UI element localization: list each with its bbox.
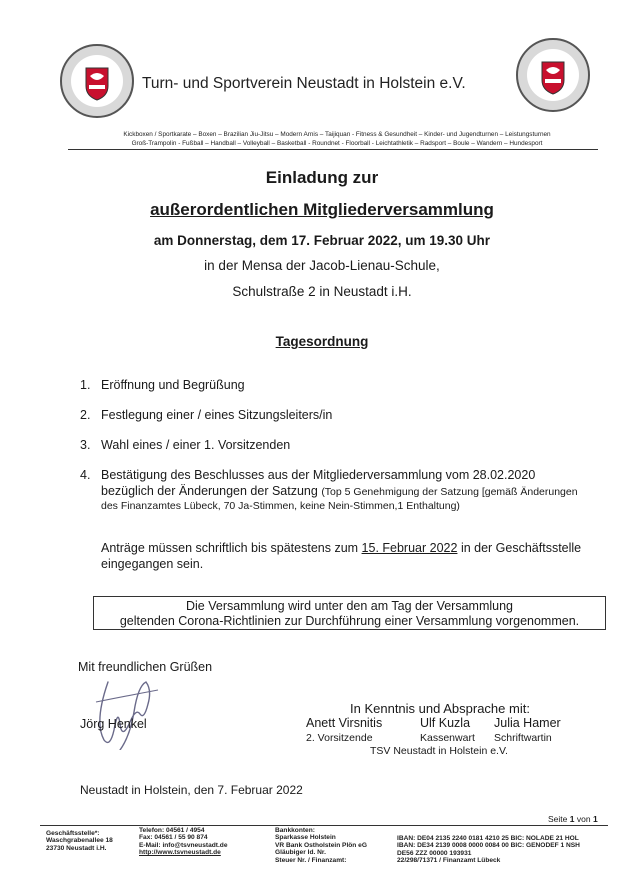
motions-text-after: in der Geschäftsstelle xyxy=(460,541,582,555)
corona-notice-line-2: geltenden Corona-Richtlinien zur Durchführung einer Versammlung vorgenommen. xyxy=(119,614,580,628)
date-line: am Donnerstag, dem 17. Februar 2022, um 19.30 Uhr xyxy=(153,233,491,248)
agenda-item: Bestätigung des Beschlusses aus der Mitgliederversammlung vom 28.02.2020 xyxy=(101,468,536,482)
footer-text: 22/298/71371 / Finanzamt Lübeck xyxy=(397,857,501,865)
footer-text: Bankkonten: xyxy=(275,827,315,834)
page-current: 1 xyxy=(569,814,575,824)
agenda-number: 4. xyxy=(80,468,91,482)
motions-deadline: 15. Februar 2022 xyxy=(361,541,458,555)
agenda-number: 1. xyxy=(80,378,91,392)
footer-text: Geschäftsstelle*: xyxy=(46,830,100,837)
footer-text: DE56 ZZZ 00000 193931 xyxy=(397,849,472,857)
motions-line-1 xyxy=(101,541,581,555)
agenda-item-detail-2: des Finanzamtes Lübeck, 70 Ja-Stimmen, keine Nein-Stimmen,1 Enthaltung) xyxy=(101,500,460,512)
footer-text: Waschgrabenallee 18 xyxy=(46,837,113,845)
footer-text: Steuer Nr. / Finanzamt: xyxy=(275,856,347,864)
motions-line-2: eingegangen sein. xyxy=(101,557,204,571)
consent-line: In Kenntnis und Absprache mit: xyxy=(350,701,530,716)
footer-text: 23730 Neustadt i.H. xyxy=(46,844,107,852)
footer-text: IBAN: DE34 2139 0008 0000 0084 00 BIC: GENODEF 1 NSH xyxy=(397,842,580,850)
person-name: Ulf Kuzla xyxy=(420,716,471,730)
place-line-2: Schulstraße 2 in Neustadt i.H. xyxy=(232,284,412,299)
agenda-heading: Tagesordnung xyxy=(275,334,369,349)
agenda-number: 3. xyxy=(80,438,91,452)
agenda-item-continued xyxy=(101,484,578,498)
header-divider xyxy=(68,149,598,150)
footer-text: Gläubiger Id. Nr. xyxy=(275,849,326,857)
person-name: Julia Hamer xyxy=(494,716,561,730)
footer-website-link[interactable]: http://www.tsvneustadt.de xyxy=(139,849,221,857)
page-number xyxy=(548,814,598,824)
footer-bank xyxy=(275,827,367,864)
footer-text: VR Bank Ostholstein Plön eG xyxy=(275,841,367,849)
place-line-1: in der Mensa der Jacob-Lienau-Schule, xyxy=(204,258,440,273)
title-line-1: Einladung zur xyxy=(265,168,379,187)
title-line-2: außerordentlichen Mitgliederversammlung xyxy=(150,200,494,219)
person-name: Anett Virsnitis xyxy=(306,716,383,730)
agenda-number: 2. xyxy=(80,408,91,422)
corona-notice xyxy=(93,596,606,630)
club-name: Turn- und Sportverein Neustadt in Holstein e.V. xyxy=(142,75,466,92)
page-prefix: Seite xyxy=(548,814,568,824)
footer-text: IBAN: DE04 2135 2240 0181 4210 25 BIC: NOLADE 21 HOL xyxy=(397,835,579,842)
agenda-item-text: bezüglich der Änderungen der Satzung xyxy=(101,484,318,498)
agenda-item: Festlegung einer / eines Sitzungsleiters/in xyxy=(101,408,333,422)
agenda-item: Wahl eines / einer 1. Vorsitzenden xyxy=(101,438,291,452)
person-role: Schriftwartin xyxy=(494,732,552,744)
footer-text: Fax: 04561 / 55 90 874 xyxy=(139,834,208,842)
footer-text: Sparkasse Holstein xyxy=(275,834,336,842)
page-total: 1 xyxy=(592,814,598,824)
club-seal-left xyxy=(60,44,134,118)
footer-office xyxy=(46,830,113,852)
signer-name: Jörg Henkel xyxy=(80,717,147,731)
greeting: Mit freundlichen Grüßen xyxy=(78,660,213,674)
handwritten-signature xyxy=(78,672,178,750)
person-role: Kassenwart xyxy=(420,732,475,744)
footer-divider xyxy=(40,825,608,826)
footer-iban xyxy=(397,835,580,865)
motions-text-before: Anträge müssen schriftlich bis spätestens zum xyxy=(101,541,359,555)
corona-notice-line-1: Die Versammlung wird unter den am Tag der Versammlung xyxy=(185,599,513,613)
footer-contact xyxy=(139,827,228,857)
sports-line-1: Kickboxen / Sportkarate – Boxen – Brazilian Jiu-Jitsu – Modern Arnis – Taijiquan - Fitness & Gesundheit – Kinder- und Jugendturnen – Leistungsturnen xyxy=(123,131,551,138)
page-sep: von xyxy=(576,814,591,824)
footer-text: Telefon: 04561 / 4954 xyxy=(139,827,205,834)
place-and-date: Neustadt in Holstein, den 7. Februar 2022 xyxy=(80,783,303,797)
agenda-item-detail: (Top 5 Genehmigung der Satzung [gemäß Änderungen xyxy=(321,486,578,498)
club-seal-right xyxy=(516,38,590,112)
sports-line-2: Groß-Trampolin - Fußball – Handball – Volleyball – Basketball - Roundnet - Floorball - Leichtathletik – Radsport – Boule – Wandern – Hundesport xyxy=(131,140,543,147)
organization-name: TSV Neustadt in Holstein e.V. xyxy=(370,745,508,757)
crest-icon xyxy=(62,46,132,116)
footer-email[interactable]: E-Mail: info@tsvneustadt.de xyxy=(139,841,228,849)
agenda-item: Eröffnung und Begrüßung xyxy=(101,378,245,392)
crest-icon xyxy=(518,40,588,110)
person-role: 2. Vorsitzende xyxy=(306,732,373,744)
